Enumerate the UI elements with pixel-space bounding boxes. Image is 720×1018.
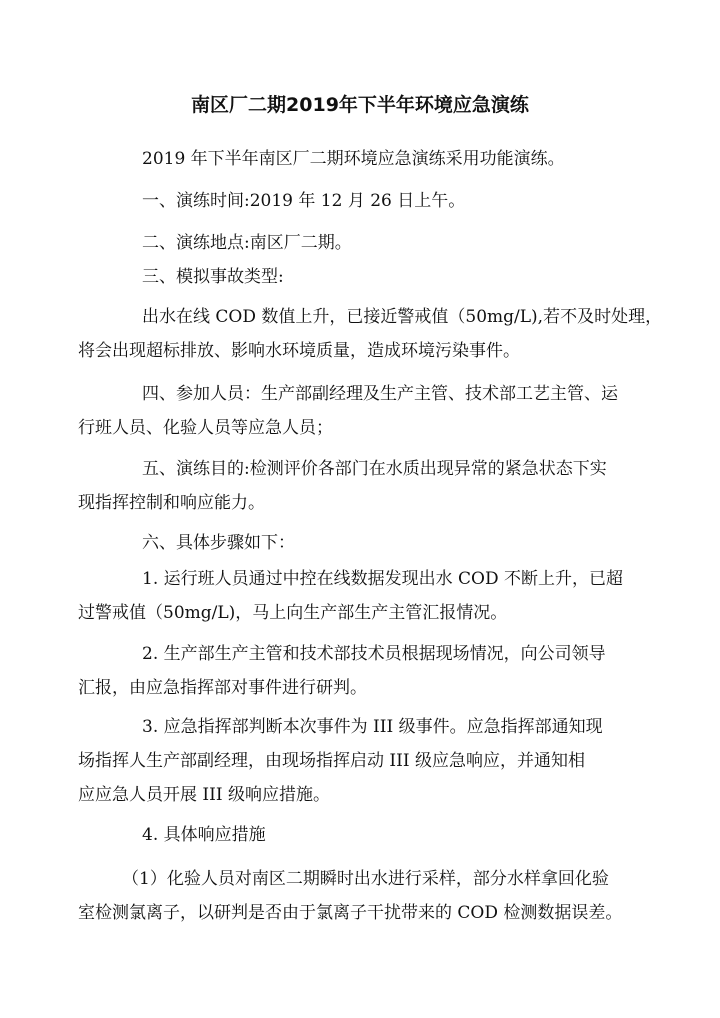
step-3 xyxy=(78,710,638,812)
item-accident-type xyxy=(78,260,638,294)
intro-paragraph xyxy=(78,142,638,176)
item-steps-heading-line: 六、具体步骤如下： xyxy=(142,533,295,553)
item-drill-location-line: 二、演练地点:南区厂二期。 xyxy=(142,233,352,253)
accident-type-detail xyxy=(78,300,663,368)
sub-measure-1 xyxy=(78,862,638,930)
step-3-line-1: 3. 应急指挥部判断本次事件为 III 级事件。应急指挥部通知现 xyxy=(142,717,603,737)
step-2-line-1: 2. 生产部生产主管和技术部技术员根据现场情况，向公司领导 xyxy=(142,644,606,664)
intro-line: 2019 年下半年南区厂二期环境应急演练采用功能演练。 xyxy=(142,149,565,169)
item-participants xyxy=(78,377,638,445)
sub-measure-1-line-2: 室检测氯离子，以研判是否由于氯离子干扰带来的 COD 检测数据误差。 xyxy=(78,903,623,923)
step-4-heading-line: 4. 具体响应措施 xyxy=(142,825,266,845)
step-1-line-2: 过警戒值（50mg/L)，马上向生产部生产主管汇报情况。 xyxy=(78,603,508,623)
item-drill-time-line: 一、演练时间:2019 年 12 月 26 日上午。 xyxy=(142,191,466,211)
accident-type-detail-line-1: 出水在线 COD 数值上升，已接近警戒值（50mg/L),若不及时处理， xyxy=(142,307,663,327)
step-1 xyxy=(78,562,638,630)
item-participants-line-1: 四、参加人员：生产部副经理及生产主管、技术部工艺主管、运 xyxy=(142,384,618,404)
accident-type-detail-line-2: 将会出现超标排放、影响水环境质量，造成环境污染事件。 xyxy=(78,341,520,361)
step-3-line-2: 场指挥人生产部副经理，由现场指挥启动 III 级应急响应，并通知相 xyxy=(78,751,585,771)
step-2 xyxy=(78,637,638,705)
step-1-line-1: 1. 运行班人员通过中控在线数据发现出水 COD 不断上升，已超 xyxy=(142,569,624,589)
step-4-heading xyxy=(78,818,638,852)
item-accident-type-line: 三、模拟事故类型: xyxy=(142,267,284,287)
item-drill-purpose-line-2: 现指挥控制和响应能力。 xyxy=(78,493,265,513)
item-drill-purpose xyxy=(78,452,638,520)
item-steps-heading xyxy=(78,526,638,560)
item-drill-location xyxy=(78,226,638,260)
item-drill-time xyxy=(78,184,638,218)
sub-measure-1-line-1: （1）化验人员对南区二期瞬时出水进行采样，部分水样拿回化验 xyxy=(122,869,609,889)
document-title: 南区厂二期2019年下半年环境应急演练 xyxy=(191,94,529,116)
item-drill-purpose-line-1: 五、演练目的:检测评价各部门在水质出现异常的紧急状态下实 xyxy=(142,459,607,479)
step-3-line-3: 应应急人员开展 III 级响应措施。 xyxy=(78,785,330,805)
item-participants-line-2: 行班人员、化验人员等应急人员； xyxy=(78,418,333,438)
step-2-line-2: 汇报，由应急指挥部对事件进行研判。 xyxy=(78,678,367,698)
